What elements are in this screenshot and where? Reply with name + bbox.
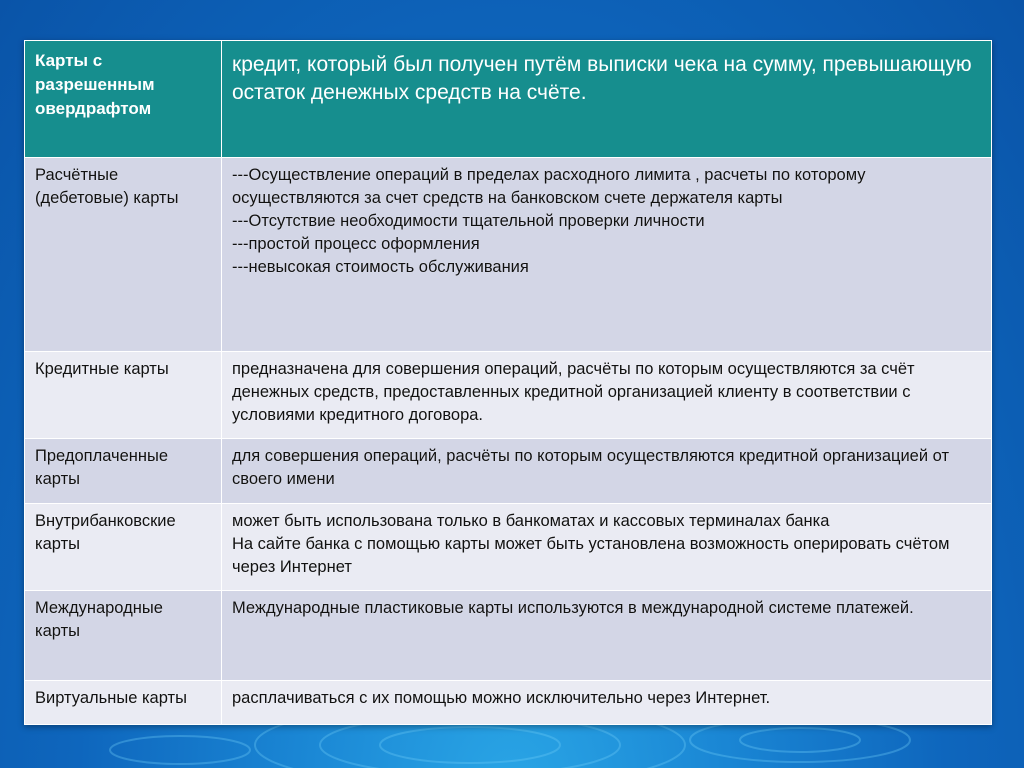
card-types-table bbox=[24, 40, 992, 725]
row-term-cell: Кредитные карты bbox=[25, 352, 222, 439]
row-term-cell: Виртуальные карты bbox=[25, 681, 222, 725]
row-term-cell: Расчётные (дебетовые) карты bbox=[25, 158, 222, 352]
table-row bbox=[25, 681, 992, 725]
row-definition-cell: для совершения операций, расчёты по которым осуществляются кредитной организацией от своего имени bbox=[222, 439, 992, 504]
row-definition-cell: ---Осуществление операций в пределах расходного лимита , расчеты по которому осуществляются за счет средств на банковском счете держателя карты ---Отсутствие необходимости тщательной проверки личности ---простой процесс оформления ---невысокая стоимость обслуживания bbox=[222, 158, 992, 352]
row-definition-cell: предназначена для совершения операций, расчёты по которым осуществляются за счёт денежных средств, предоставленных кредитной организацией клиенту в соответствии с условиями кредитного договора. bbox=[222, 352, 992, 439]
row-term-cell: Внутрибанковские карты bbox=[25, 504, 222, 591]
table-row bbox=[25, 591, 992, 681]
table-row bbox=[25, 158, 992, 352]
row-term-cell: Предоплаченные карты bbox=[25, 439, 222, 504]
table-row bbox=[25, 504, 992, 591]
header-definition-cell: кредит, который был получен путём выписки чека на сумму, превышающую остаток денежных средств на счёте. bbox=[222, 41, 992, 158]
table-header-row bbox=[25, 41, 992, 158]
row-definition-cell: Международные пластиковые карты используются в международной системе платежей. bbox=[222, 591, 992, 681]
row-term-cell: Международные карты bbox=[25, 591, 222, 681]
table-row bbox=[25, 439, 992, 504]
row-definition-cell: расплачиваться с их помощью можно исключительно через Интернет. bbox=[222, 681, 992, 725]
row-definition-cell: может быть использована только в банкоматах и кассовых терминалах банка На сайте банка с помощью карты может быть установлена возможность оперировать счётом через Интернет bbox=[222, 504, 992, 591]
table-row bbox=[25, 352, 992, 439]
header-term-cell: Карты с разрешенным овердрафтом bbox=[25, 41, 222, 158]
